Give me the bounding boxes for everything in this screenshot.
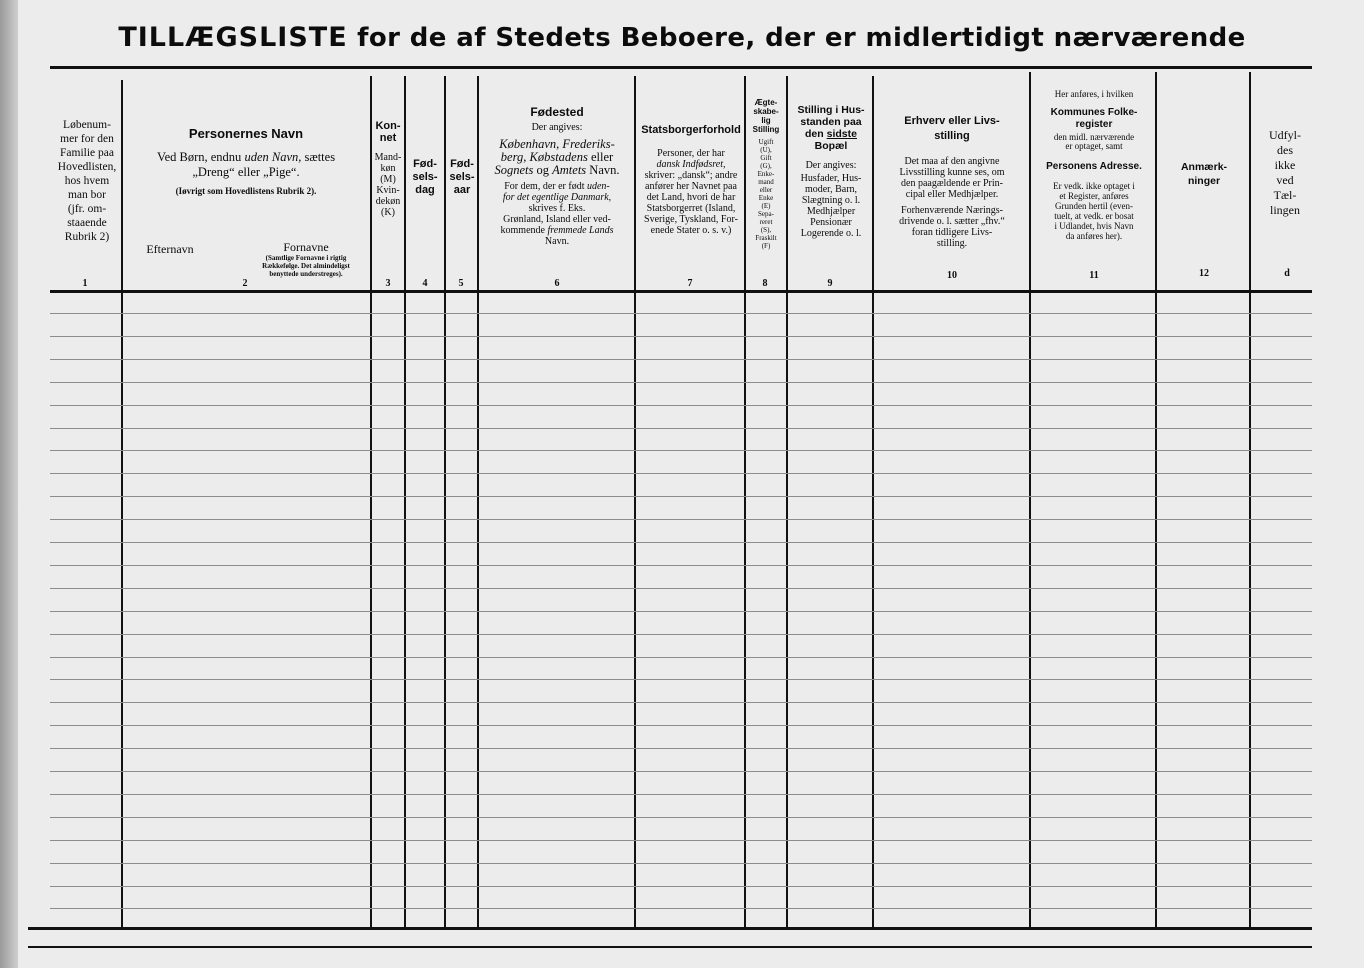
col-7-number: 7 <box>687 278 693 289</box>
col-12-heading: ninger <box>1187 175 1221 187</box>
entry-rule <box>50 657 1312 658</box>
col-6-plain: Navn. <box>589 163 620 177</box>
entry-rule <box>50 725 1312 726</box>
title-rest: for de af Stedets Beboere, der er midlertidigt nærværende <box>357 23 1246 53</box>
col-8-line: (E) <box>761 202 771 210</box>
col-10-number: 10 <box>947 270 957 281</box>
col-6-plain: eller <box>590 150 614 164</box>
col-9-heading: den <box>805 128 824 140</box>
col-6-italic: Sognets <box>494 163 534 177</box>
col-5-heading: sels- <box>449 171 475 183</box>
col-6-italic: København, Frederiks- <box>499 137 615 151</box>
entry-rule <box>50 336 1312 337</box>
col-4-heading: sels- <box>412 171 438 183</box>
col-10-heading: Erhverv eller Livs- <box>904 115 1000 127</box>
col-3-line: Mand- <box>374 152 402 163</box>
col-2-note-italic: uden Navn, <box>244 150 302 164</box>
col-d-line: Tæl- <box>1273 188 1297 202</box>
col-6-italic: Amtets <box>552 163 587 177</box>
col-2-fornavne <box>246 240 366 278</box>
entry-rule <box>50 542 1312 543</box>
col-1-line: staaende <box>67 217 107 229</box>
entry-rule <box>50 817 1312 818</box>
col-6-italic: for det egentlige Danmark, <box>502 192 612 203</box>
title-main-word: TILLÆGSLISTE <box>118 22 348 53</box>
col-6-line: kommende <box>500 225 545 236</box>
col-2-fornavne-label: Fornavne <box>283 240 329 254</box>
col-3-number: 3 <box>385 278 391 289</box>
entry-rule <box>50 886 1312 887</box>
col-3-line: (K) <box>381 207 395 218</box>
col-d-line: lingen <box>1270 203 1300 217</box>
top-rule <box>50 66 1312 69</box>
col-9-header <box>788 104 874 239</box>
col-8-line: Fraskilt <box>755 234 777 242</box>
col-2-number: 2 <box>242 278 248 289</box>
col-8-line: (U), <box>760 146 772 154</box>
entry-rule <box>50 771 1312 772</box>
entry-rule <box>50 519 1312 520</box>
col-11-line: Grunden hertil (even- <box>1055 201 1133 211</box>
col-9-line: Der angives: <box>805 160 857 171</box>
col-11-line: et Register, anføres <box>1059 191 1129 201</box>
entry-rule <box>50 428 1312 429</box>
entry-rule <box>50 382 1312 383</box>
col-10-line: foran tidligere Livs- <box>911 227 993 238</box>
col-11-line: i Udlandet, hvis Navn <box>1054 221 1134 231</box>
col-8-line: Gift <box>760 154 772 162</box>
col-11-line: den midl. nærværende <box>1053 132 1135 142</box>
entry-rule <box>50 679 1312 680</box>
col-2-fornavne-note: Rækkefølge. Det almindeligst <box>262 262 350 270</box>
col-11-line: tuelt, at vedk. er bosat <box>1054 211 1134 221</box>
col-6-italic: berg, Købstadens <box>500 150 588 164</box>
entry-rule <box>50 634 1312 635</box>
col-8-heading: skabe- <box>753 107 779 116</box>
scan-edge <box>0 0 18 968</box>
col-6-line: Navn. <box>544 236 570 247</box>
col-12-number: 12 <box>1199 268 1209 279</box>
col-3-line: Kvin- <box>376 185 400 196</box>
col-11-line: Er vedk. ikke optaget i <box>1053 181 1135 191</box>
col-7-line: Sverige, Tyskland, For- <box>644 214 738 225</box>
col-12-heading: Anmærk- <box>1180 161 1228 173</box>
col-10-line: Forhenværende Nærings- <box>901 205 1003 216</box>
col-1-header <box>50 118 124 244</box>
col-11-number: 11 <box>1089 270 1099 281</box>
col-1-number: 1 <box>82 278 88 289</box>
col-7-line: Personer, der har <box>657 148 725 159</box>
col-7-heading: Statsborgerforhold <box>641 124 741 136</box>
col-4-header <box>406 158 444 197</box>
entry-rule <box>50 405 1312 406</box>
col-1-line: (jfr. om- <box>67 203 107 215</box>
col-7-italic: dansk Indfødsret, <box>656 159 726 170</box>
col-1-line: mer for den <box>60 133 114 145</box>
col-6-number: 6 <box>554 278 560 289</box>
col-9-heading: Bopæl <box>814 140 848 152</box>
col-7-header <box>636 124 746 236</box>
col-6-plain: og <box>536 163 550 177</box>
col-2-heading: Personernes Navn <box>188 126 304 141</box>
col-9-heading-emph: sidste <box>826 128 857 140</box>
col-10-line: Det maa af den angivne <box>904 156 1000 167</box>
col-8-line: mand <box>758 178 774 186</box>
col-d-header <box>1252 128 1318 218</box>
col-11-heading-2: Personens Adresse. <box>1046 161 1142 172</box>
bottom-rule-2 <box>28 946 1312 948</box>
col-2-efternavn: Efternavn <box>146 242 194 256</box>
col-divider-12 <box>1249 72 1251 930</box>
col-d-line: des <box>1277 143 1293 157</box>
col-7-line: anfører her Navnet paa <box>645 181 737 192</box>
col-11-line: da anføres her). <box>1065 231 1123 241</box>
col-10-line: Livsstilling kunne ses, om <box>899 167 1005 178</box>
entry-rule <box>50 496 1312 497</box>
col-1-line: Hovedlisten, <box>57 161 117 173</box>
entry-rule <box>50 794 1312 795</box>
col-4-heading: Fød- <box>413 158 437 170</box>
col-6-line: Grønland, Island eller ved- <box>503 214 611 225</box>
col-8-line: Enke <box>758 194 774 202</box>
col-1-line: hos hvem <box>64 175 110 187</box>
col-6-line: skrives f. Eks. <box>528 203 586 214</box>
col-8-line: (S), <box>760 226 772 234</box>
col-5-header <box>446 158 478 197</box>
col-2-note: Ved Børn, endnu <box>156 150 242 164</box>
col-6-line: For dem, der er født <box>504 181 585 192</box>
col-6-heading: Fødested <box>530 105 584 119</box>
col-2-note: sættes <box>304 150 336 164</box>
entry-rule <box>50 702 1312 703</box>
entry-rule <box>50 565 1312 566</box>
col-8-heading: lig <box>761 116 771 125</box>
col-3-line: (M) <box>380 174 396 185</box>
col-8-heading: Stilling <box>752 125 780 134</box>
entry-rule <box>50 313 1312 314</box>
col-8-header <box>746 98 786 250</box>
col-d-line: Udfyl- <box>1269 128 1301 142</box>
col-9-line: Pensionær <box>810 217 852 228</box>
col-6-header <box>480 106 634 247</box>
col-10-line: drivende o. l. sætter „fhv.“ <box>899 216 1005 227</box>
col-8-number: 8 <box>762 278 768 289</box>
col-10-heading: stilling <box>934 130 970 142</box>
col-9-heading: standen paa <box>800 116 862 128</box>
entry-rule <box>50 611 1312 612</box>
col-11-pre: Her anføres, i hvilken <box>1054 89 1134 99</box>
col-1-line: man bor <box>67 189 106 201</box>
col-1-line: Familie paa <box>60 147 114 159</box>
col-8-heading: Ægte- <box>754 98 778 107</box>
form-title <box>0 22 1364 62</box>
col-divider-4 <box>444 76 446 930</box>
col-d-line: ikke <box>1274 158 1296 172</box>
col-2-note-2: „Dreng“ eller „Pige“. <box>192 165 300 179</box>
col-11-header <box>1031 90 1157 241</box>
col-7-line: skriver: „dansk“; andre <box>644 170 738 181</box>
col-9-line: moder, Barn, <box>804 184 858 195</box>
col-7-line: enede Stater o. s. v.) <box>650 225 732 236</box>
col-5-heading: Fød- <box>450 158 474 170</box>
col-6-italic: uden- <box>586 181 610 192</box>
col-3-heading: net <box>379 132 397 144</box>
col-d-line: ved <box>1276 173 1294 187</box>
col-4-number: 4 <box>422 278 428 289</box>
col-12-header <box>1157 160 1251 188</box>
col-8-line: Sepa- <box>758 210 774 218</box>
col-3-header <box>371 120 405 218</box>
col-9-number: 9 <box>827 278 833 289</box>
col-2-header <box>125 128 367 197</box>
col-2-fornavne-note: (Samtlige Fornavne i rigtig <box>265 254 347 262</box>
col-10-line: cipal eller Medhjælper. <box>905 189 999 200</box>
col-divider-5 <box>477 76 479 930</box>
col-1-line: Rubrik 2) <box>64 231 110 243</box>
col-8-line: (F) <box>761 242 771 250</box>
col-3-heading: Kon- <box>375 120 401 132</box>
col-8-line: (G), <box>760 162 772 170</box>
col-11-heading: Kommunes Folke- <box>1050 107 1138 118</box>
entry-rule <box>50 908 1312 909</box>
col-10-line: den paagældende er Prin- <box>901 178 1003 189</box>
col-d-number: d <box>1284 268 1290 279</box>
entry-rule <box>50 840 1312 841</box>
col-11-line: er optaget, samt <box>1065 141 1123 151</box>
col-9-heading: Stilling i Hus- <box>797 104 865 116</box>
col-8-line: Enke- <box>757 170 775 178</box>
col-7-line: det Land, hvori de har <box>646 192 736 203</box>
col-7-line: Statsborgerret (Island, <box>646 203 736 214</box>
col-1-line: Løbenum- <box>63 119 111 131</box>
col-10-line: stilling. <box>936 238 968 249</box>
entry-rule <box>50 450 1312 451</box>
entry-rule <box>50 359 1312 360</box>
entry-rule <box>50 748 1312 749</box>
col-5-heading: aar <box>453 184 471 196</box>
col-10-header <box>874 114 1030 249</box>
col-4-heading: dag <box>415 184 435 196</box>
col-8-line: eller <box>759 186 773 194</box>
col-6-italic: fremmede Lands <box>547 225 614 236</box>
header-rule <box>50 290 1312 293</box>
col-8-line: Ugift <box>758 138 774 146</box>
col-8-line: reret <box>759 218 773 226</box>
entry-rule <box>50 473 1312 474</box>
col-2-fornavne-note: benyttede understreges). <box>269 270 343 278</box>
entry-rule <box>50 588 1312 589</box>
col-9-line: Slægtning o. l. <box>801 195 861 206</box>
col-3-line: dekøn <box>375 196 401 207</box>
col-6-line: Der angives: <box>531 122 583 133</box>
entry-rule <box>50 863 1312 864</box>
col-2-note-3: (Iøvrigt som Hovedlistens Rubrik 2). <box>175 186 317 196</box>
bottom-rule <box>28 927 1312 930</box>
col-5-number: 5 <box>458 278 464 289</box>
col-11-heading: register <box>1075 119 1113 130</box>
col-3-line: køn <box>380 163 396 174</box>
col-9-line: Husfader, Hus- <box>800 173 862 184</box>
col-9-line: Medhjælper <box>806 206 856 217</box>
col-9-line: Logerende o. l. <box>800 228 862 239</box>
